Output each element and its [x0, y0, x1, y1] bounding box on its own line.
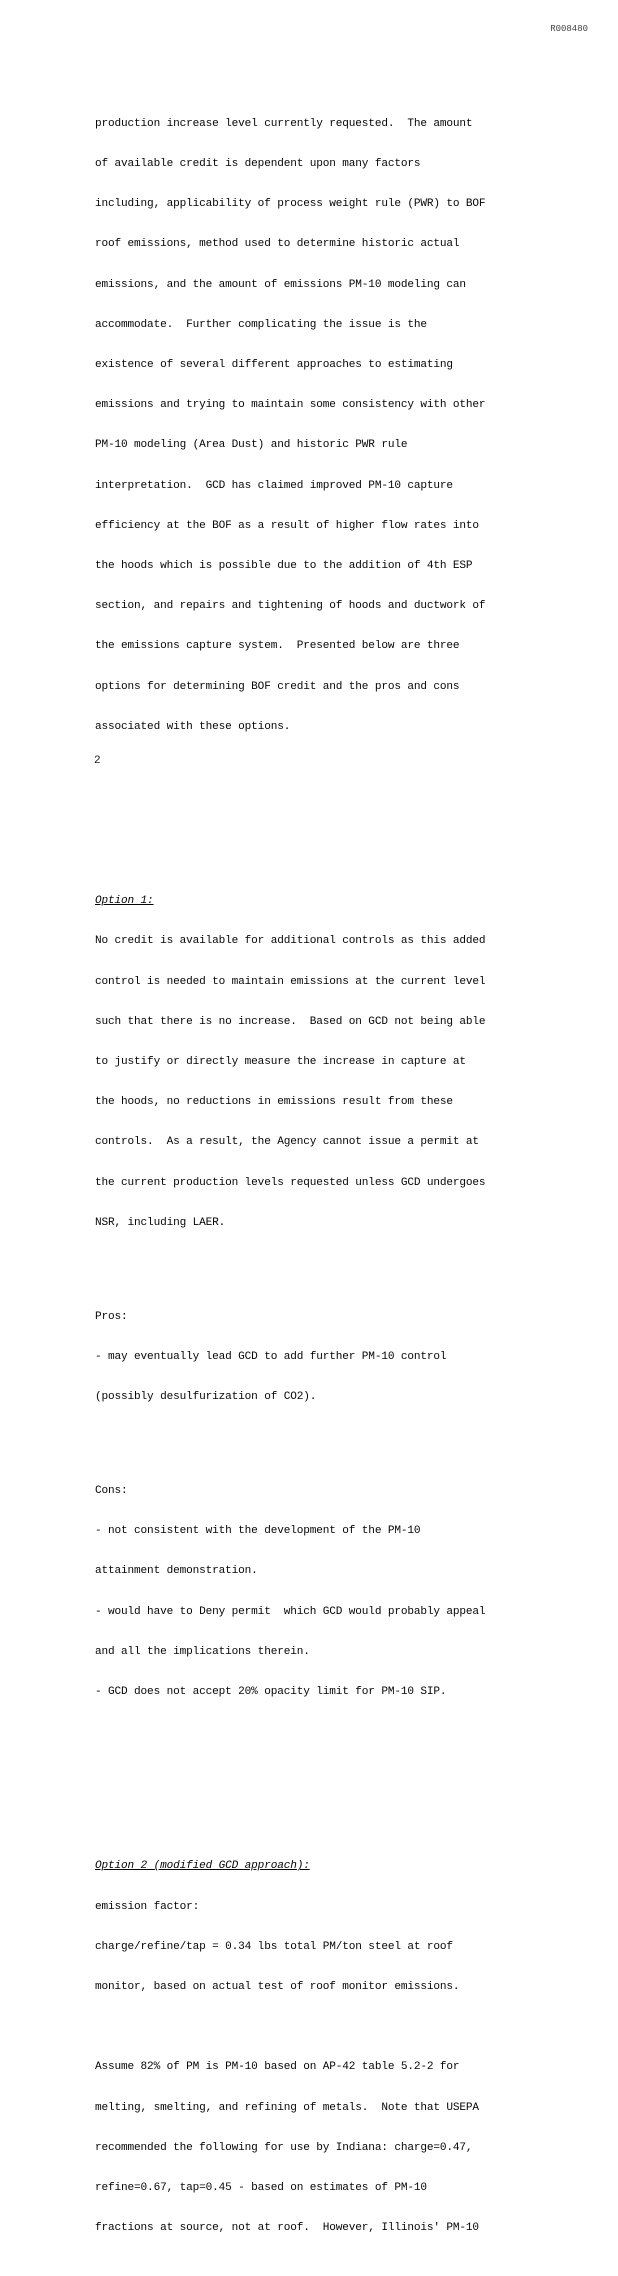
text-line: the hoods, no reductions in emissions result from these	[95, 1096, 453, 1109]
text-line: control is needed to maintain emissions at the current level	[95, 975, 486, 988]
text-line: accommodate. Further complicating the issue is the	[95, 318, 427, 331]
text-line: efficiency at the BOF as a result of higher flow rates into	[95, 519, 479, 532]
list-item: - may eventually lead GCD to add further PM-10 control	[95, 1350, 447, 1363]
option-2-heading: Option 2 (modified GCD approach):	[95, 1860, 310, 1873]
intro-paragraph	[95, 91, 595, 761]
option-2-section	[95, 1834, 595, 2263]
text-line: such that there is no increase. Based on GCD not being able	[95, 1015, 486, 1028]
text-line: emissions and trying to maintain some consistency with other	[95, 399, 486, 412]
text-line: emissions, and the amount of emissions PM-10 modeling can	[95, 278, 466, 291]
text-line: the emissions capture system. Presented below are three	[95, 640, 460, 653]
text-line: No credit is available for additional controls as this added	[95, 935, 486, 948]
text-line: fractions at source, not at roof. However, Illinois' PM-10	[95, 2222, 479, 2235]
text-line: the hoods which is possible due to the addition of 4th ESP	[95, 560, 473, 573]
option-1-section	[95, 868, 595, 1726]
text-line: refine=0.67, tap=0.45 - based on estimates of PM-10	[95, 2182, 427, 2195]
text-line: including, applicability of process weight rule (PWR) to BOF	[95, 198, 486, 211]
text-line: recommended the following for use by Indiana: charge=0.47,	[95, 2141, 473, 2154]
pros-label: Pros:	[95, 1310, 128, 1323]
cons-label: Cons:	[95, 1485, 128, 1497]
text-line: interpretation. GCD has claimed improved PM-10 capture	[95, 479, 453, 492]
text-line: charge/refine/tap = 0.34 lbs total PM/ton steel at roof	[95, 1940, 453, 1953]
text-line: production increase level currently requested. The amount	[95, 117, 473, 130]
text-line: existence of several different approaches to estimating	[95, 358, 453, 371]
list-item: and all the implications therein.	[95, 1645, 310, 1658]
text-line: section, and repairs and tightening of hoods and ductwork of	[95, 600, 486, 613]
text-line: associated with these options.	[95, 720, 291, 733]
text-line: controls. As a result, the Agency cannot issue a permit at	[95, 1136, 479, 1149]
text-line: Assume 82% of PM is PM-10 based on AP-42 table 5.2-2 for	[95, 2061, 460, 2074]
document-id: R008480	[550, 24, 588, 34]
text-line: monitor, based on actual test of roof monitor emissions.	[95, 1981, 460, 1993]
text-line: emission factor:	[95, 1900, 200, 1913]
text-line: PM-10 modeling (Area Dust) and historic PWR rule	[95, 439, 408, 452]
text-line: melting, smelting, and refining of metals. Note that USEPA	[95, 2101, 479, 2114]
text-line: options for determining BOF credit and the pros and cons	[95, 680, 460, 693]
text-line: of available credit is dependent upon many factors	[95, 157, 421, 170]
text-line: roof emissions, method used to determine historic actual	[95, 238, 460, 251]
list-item: - would have to Deny permit which GCD would probably appeal	[95, 1605, 486, 1618]
list-item: - GCD does not accept 20% opacity limit for PM-10 SIP.	[95, 1686, 447, 1699]
text-line: NSR, including LAER.	[95, 1216, 226, 1229]
text-line: to justify or directly measure the increase in capture at	[95, 1056, 466, 1069]
text-line: the current production levels requested unless GCD undergoes	[95, 1176, 486, 1189]
list-item: attainment demonstration.	[95, 1565, 258, 1578]
option-1-heading: Option 1:	[95, 895, 154, 908]
list-item: - not consistent with the development of the PM-10	[95, 1525, 421, 1538]
page-number: 2	[94, 755, 101, 767]
list-item: (possibly desulfurization of CO2).	[95, 1391, 317, 1404]
document-body	[95, 64, 595, 2276]
